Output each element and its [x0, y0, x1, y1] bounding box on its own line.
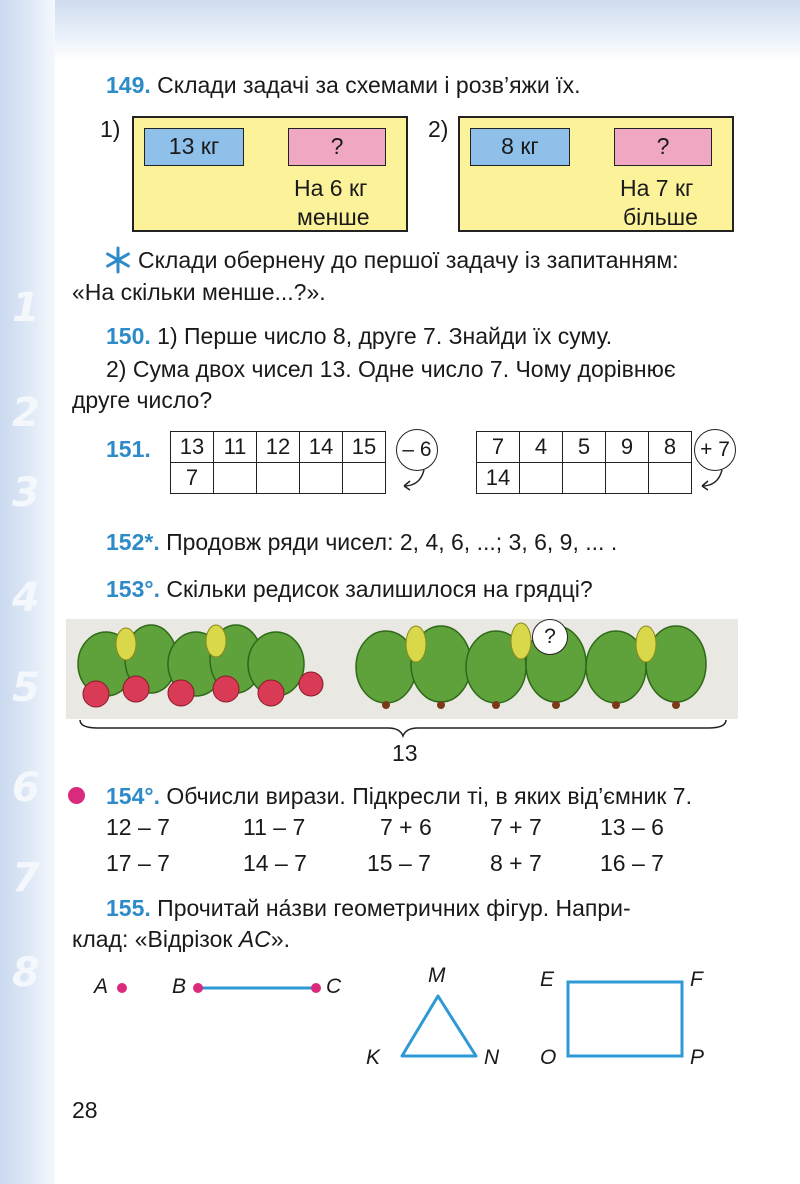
expression: 8 + 7: [490, 850, 542, 876]
point-dot: [117, 983, 127, 993]
table-cell: 8: [649, 432, 692, 463]
table-cell: 12: [257, 432, 300, 463]
table-cell: [343, 463, 386, 494]
side-number: 2: [12, 390, 40, 436]
table-cell: 5: [563, 432, 606, 463]
point-label: N: [484, 1046, 500, 1069]
segment-bc: [192, 978, 322, 998]
table-cell: [300, 463, 343, 494]
task-152-heading: [106, 527, 617, 557]
number-table-2: [476, 431, 692, 494]
task-number: 150.: [106, 323, 151, 349]
expression: 15 – 7: [367, 850, 431, 876]
table-cell: 14: [300, 432, 343, 463]
table-cell: 7: [477, 432, 520, 463]
expression: 17 – 7: [106, 850, 170, 876]
scheme-note: На 7 кг: [620, 175, 694, 201]
radish-garden-illustration: [66, 619, 738, 719]
marker-dot: [68, 787, 85, 804]
extra-task-line: «На скільки менше...?».: [72, 279, 326, 305]
known-mass-cell: 13 кг: [144, 128, 244, 166]
task-text: Скільки редисок залишилося на грядці?: [166, 576, 593, 602]
expression: 13 – 6: [600, 814, 664, 840]
point-label: B: [172, 975, 187, 998]
curved-arrow-icon: [396, 466, 438, 496]
task-number: 149.: [106, 72, 151, 98]
side-number: 5: [12, 665, 40, 711]
expression: 11 – 7: [243, 814, 306, 840]
task-text: друге число?: [72, 387, 213, 413]
scheme-1-box: [132, 116, 408, 232]
expression: 7 + 6: [380, 814, 432, 840]
known-mass-cell: 8 кг: [470, 128, 570, 166]
table-cell: [520, 463, 563, 494]
rectangle-efpo: [560, 976, 690, 1062]
side-number: 6: [12, 765, 40, 811]
task-number: 151.: [106, 436, 151, 462]
side-number: 4: [12, 575, 40, 621]
scheme-note: більше: [623, 204, 698, 230]
expression: 14 – 7: [243, 850, 307, 876]
task-155-heading: [106, 893, 631, 923]
point-label: C: [326, 975, 342, 998]
point-label: O: [540, 1046, 557, 1069]
table-cell: [649, 463, 692, 494]
point-label: K: [366, 1046, 381, 1069]
snowflake-icon: [104, 246, 132, 274]
task-text-line: [72, 924, 290, 954]
page-side-band: [0, 0, 55, 1184]
table-cell: 11: [214, 432, 257, 463]
scheme-1-label: 1): [100, 116, 121, 142]
radish-garden-picture: [66, 619, 738, 719]
task-number: 155.: [106, 895, 151, 921]
table-cell: [257, 463, 300, 494]
total-brace: [78, 718, 728, 740]
table-cell: [606, 463, 649, 494]
task-154-heading: [106, 781, 692, 811]
point-label: F: [690, 968, 703, 991]
task-number: 152*.: [106, 529, 160, 555]
task-text: Продовж ряди чисел: 2, 4, 6, ...; 3, 6, 9, ... .: [166, 529, 618, 555]
operation-circle: – 6: [396, 429, 438, 471]
side-number: 3: [12, 470, 40, 516]
task-text: Прочитай на́зви геометричних фігур. Напри-: [157, 895, 631, 921]
segment-name: AC: [238, 926, 271, 952]
text-part: клад: «Відрізок: [72, 926, 239, 952]
table-cell: 7: [171, 463, 214, 494]
unknown-mass-cell: ?: [614, 128, 712, 166]
scheme-note: менше: [297, 204, 370, 230]
task-number: 153°.: [106, 576, 160, 602]
task-149-heading: [106, 70, 580, 100]
curved-arrow-icon: [694, 466, 736, 496]
scheme-2-box: [458, 116, 734, 232]
question-bubble: ?: [532, 619, 568, 655]
point-label: A: [94, 975, 109, 998]
point-label: M: [428, 964, 446, 987]
total-count: 13: [392, 740, 418, 766]
operation-circle: + 7: [694, 429, 736, 471]
side-number: 1: [12, 285, 40, 331]
scheme-2-label: 2): [428, 116, 449, 142]
task-text: Обчисли вирази. Підкресли ті, в яких від’ємник 7.: [166, 783, 692, 809]
task-text: 1) Перше число 8, друге 7. Знайди їх суму.: [157, 323, 613, 349]
table-cell: 4: [520, 432, 563, 463]
table-cell: [563, 463, 606, 494]
page-number: 28: [72, 1097, 98, 1123]
table-cell: 14: [477, 463, 520, 494]
side-number: 8: [12, 950, 40, 996]
table-cell: 15: [343, 432, 386, 463]
task-153-heading: [106, 574, 593, 604]
table-cell: 9: [606, 432, 649, 463]
scheme-note: На 6 кг: [294, 175, 368, 201]
task-number: 154°.: [106, 783, 160, 809]
task-text: Склади задачі за схемами і розв’яжи їх.: [157, 72, 581, 98]
expression: 7 + 7: [490, 814, 542, 840]
task-text: 2) Сума двох чисел 13. Одне число 7. Чому дорівнює: [106, 356, 676, 382]
triangle-kmn: [396, 990, 486, 1064]
table-cell: [214, 463, 257, 494]
expression: 16 – 7: [600, 850, 664, 876]
page-top-band: [0, 0, 800, 60]
text-part: ».: [270, 926, 290, 952]
side-number: 7: [12, 855, 40, 901]
unknown-mass-cell: ?: [288, 128, 386, 166]
extra-task-line: Склади обернену до першої задачу із запитанням:: [138, 247, 679, 273]
expression: 12 – 7: [106, 814, 170, 840]
task-150-heading: [106, 321, 612, 351]
point-label: P: [690, 1046, 705, 1069]
table-cell: 13: [171, 432, 214, 463]
number-table-1: [170, 431, 386, 494]
point-label: E: [540, 968, 555, 991]
